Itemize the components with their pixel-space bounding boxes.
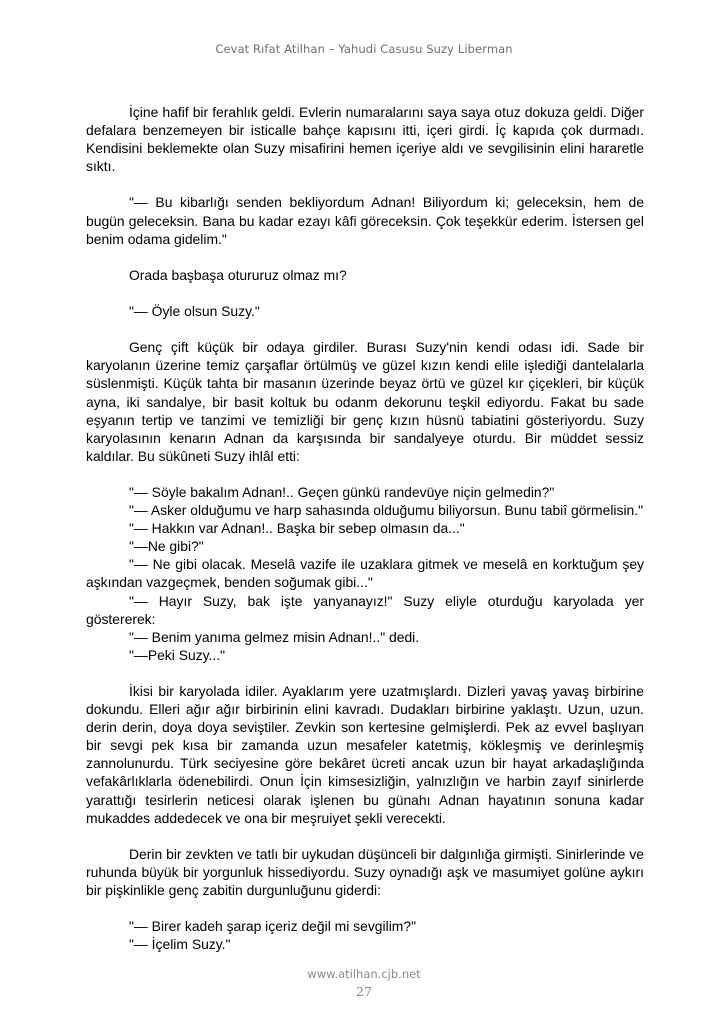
- dialogue-line: "— Ne gibi olacak. Meselâ vazife ile uzaklara gitmek ve meselâ en korktuğum şey aşkından vazgeçmek, benden soğumak gibi...": [86, 556, 644, 591]
- dialogue-line: "— Hayır Suzy, bak işte yanyanayız!" Suzy eliyle oturduğu karyolada yer göstererek:: [86, 592, 644, 627]
- footer-url: www.atilhan.cjb.net: [307, 967, 421, 981]
- paragraph: Orada başbaşa otururuz olmaz mı?: [129, 266, 347, 283]
- paragraph: İkisi bir karyolada idiler. Ayaklarım yere uzatmışlardı. Dizleri yavaş yavaş birbirine dokundu. Elleri ağır ağır birbirinin elini kavradı. Dudakları birbirine yaklaştı. Uzun, uzun. derin derin, doya doya seviştiler. Zevkin son kertesine gelmişlerdi. Pek az evvel başlıyan bir sevgi pek kısa bir zamanda uzun mesafeler katetmiş, kökleşmiş ve derinleşmiş zannolunurdu. Türk seciyesine göre bekâret ücreti ancak uzun bir hayat arkadaşlığında vefakârlıklarla ödenebilirdi. Onun İçin kimsesizliğin, yalnızlığın ve harbin zayıf sinirlerde yarattığı tesirlerin neticesi olarak işlenen bu günahı Adnan hayatının sonuna kadar mukaddes addedecek ve ona bir meşruiyet şekli verecekti.: [86, 683, 644, 826]
- page-number: 27: [356, 984, 372, 999]
- paragraph: Genç çift küçük bir odaya girdiler. Burası Suzy'nin kendi odası idi. Sade bir karyolanın üzerine temiz çarşaflar örtülmüş ve güzel kızın kendi elile işlediği dantelalarla süslenmişti. Küçük tahta bir masanın üzerinde beyaz örtü ve güzel kır çiçekleri, bir küçük ayna, iki sandalye, bir basit koltuk bu odanm dekorunu teşkil ediyordu. Fakat bu sade eşyanın tertip ve tanzimi ve temizliği bir genç kızın hüsnü tabiatini gösteriyordu. Suzy karyolasının kenarın Adnan da karşısında bir sandalyeye oturdu. Bir müddet sessiz kaldılar. Bu sükûneti Suzy ihlâl etti:: [86, 339, 644, 464]
- dialogue-line: "—Ne gibi?": [129, 538, 204, 555]
- paragraph: "— Bu kibarlığı senden bekliyordum Adnan! Biliyordum ki; geleceksin, hem de bugün geleceksin. Bana bu kadar ezayı kâfi göreceksin. Çok teşekkür ederim. İstersen gel benim odama gidelim.": [86, 194, 644, 247]
- dialogue-line: "— Söyle bakalım Adnan!.. Geçen günkü randevüye niçin gelmedin?": [129, 483, 555, 500]
- dialogue-line: "— Birer kadeh şarap içeriz değil mi sevgilim?": [129, 918, 417, 935]
- paragraph: "— Öyle olsun Suzy.": [129, 303, 260, 320]
- body-text: [86, 103, 644, 953]
- dialogue-line: "— Hakkın var Adnan!.. Başka bir sebep olmasın da...": [129, 520, 465, 537]
- dialogue-line: "— İçelim Suzy.": [129, 936, 231, 953]
- dialogue-line: "— Asker olduğumu ve harp sahasında olduğumu biliyorsun. Bunu tabiî görmelisin.": [129, 502, 644, 519]
- paragraph: Derin bir zevkten ve tatlı bir uykudan düşünceli bir dalgınlığa girmişti. Sinirlerinde ve ruhunda büyük bir yorgunluk hissediyordu. Suzy oynadığı aşk ve masumiyet golüne aykırı bir pişkinlikle genç zabitin durgunluğunu giderdi:: [86, 845, 644, 899]
- dialogue-line: "—Peki Suzy...": [129, 646, 226, 663]
- paragraph: İçine hafif bir ferahlık geldi. Evlerin numaralarını saya saya otuz dokuza geldi. Diğer defalara benzemeyen bir isticalle bahçe kapısını itti, içeri girdi. İç kapıda çok durmadı. Kendisini beklemekte olan Suzy misafirini hemen içeriye aldı ve sevgilisinin elini hararetle sıktı.: [86, 104, 644, 175]
- running-header: Cevat Rıfat Atilhan – Yahudi Casusu Suzy Liberman: [215, 42, 513, 56]
- dialogue-line: "— Benim yanıma gelmez misin Adnan!.." dedi.: [129, 628, 420, 645]
